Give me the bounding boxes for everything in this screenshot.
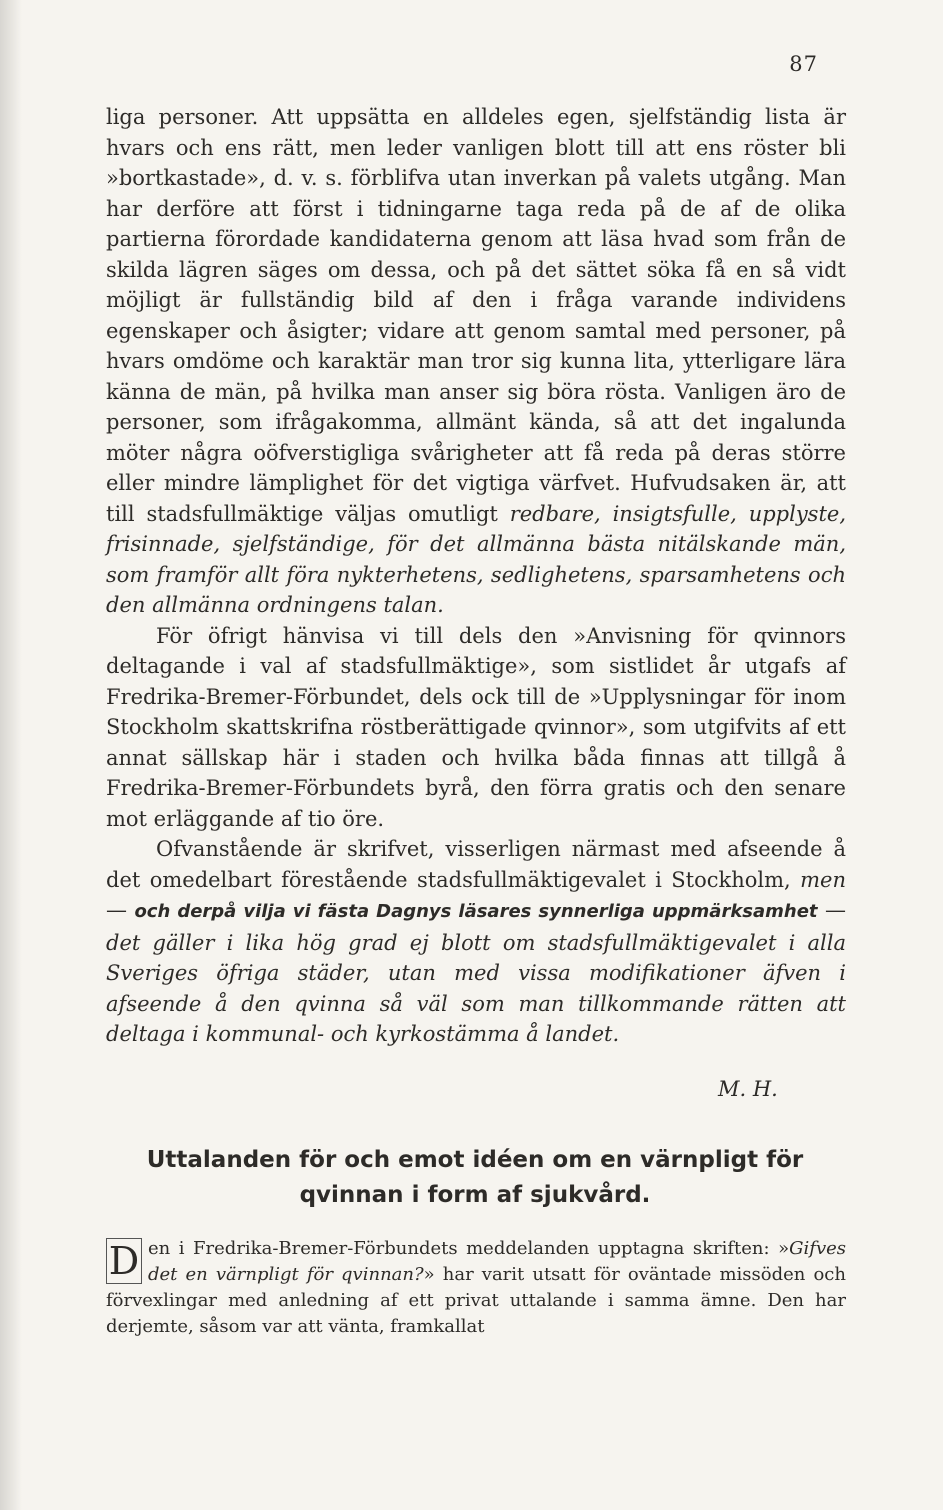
paragraph-3-text: Ofvanstående är skrifvet, visserligen närmast med afseende å det omedelbart förestående stadsfullmäktigevalet i Stockholm,	[106, 837, 846, 892]
dash-1: —	[106, 898, 135, 922]
section-heading	[100, 1143, 850, 1213]
section-paragraph	[106, 1236, 846, 1340]
heading-line-1: Uttalanden för och emot idéen om en värnpligt för	[146, 1147, 804, 1173]
dropcap: D	[106, 1238, 142, 1284]
paragraph-2: För öfrigt hänvisa vi till dels den »Anvisning för qvinnors deltagande i val af stadsfullmäktige», som sistlidet år utgafs af Fredrika-Bremer-Förbundet, dels ock till de »Upplysningar för inom Stockholm skattskrifna röstberättigade qvinnor», som utgifvits af ett annat sällskap här i staden och hvilka båda finnas att tillgå å Fredrika-Bremer-Förbundets byrå, den förra gratis och den senare mot erläggande af tio öre.	[106, 623, 846, 831]
heading-line-2: qvinnan i form af sjukvård.	[299, 1182, 651, 1208]
paragraph-1-text: liga personer. Att uppsätta en alldeles egen, sjelfständig lista är hvars och ens rätt, men leder vanligen blott till att ens röster bli »bortkastade», d. v. s. förblifva utan inverkan på valets utgång. Man har derföre att först i tidningarne taga reda på de af de olika partierna förordade kandidaterna genom att läsa hvad som från de skilda lägren säges om dessa, och på det sättet söka få en så vidt möjligt är fullständig bild af den i fråga varande individens egenskaper och åsigter; vidare att genom samtal med personer, på hvars omdöme och karaktär man tror sig kunna lita, ytterligare lära känna de män, på hvilka man anser sig böra rösta. Vanligen äro de personer, som ifrågakomma, allmänt kända, så att det ingalunda möter några oöfverstigliga svårigheter att få reda på deras större eller mindre lämplighet för det vigtiga värfvet. Hufvudsaken är, att till stadsfullmäktige väljas omutligt	[106, 105, 846, 526]
page-number: 87	[789, 52, 818, 76]
paragraph-1-italic: redbare, insigtsfulle, upplyste, frisinnade, sjelfständige, för det allmänna bästa nitälskande män, som framför allt föra nykterhetens, sedlighetens, sparsamhetens och den allmänna ordningens talan.	[106, 501, 846, 617]
paragraph-3-bold-italic: och derpå vilja vi fästa Dagnys läsares synnerliga uppmärksamhet	[134, 901, 818, 922]
paragraph-3	[106, 834, 846, 1050]
section-text-2: » har varit utsatt för oväntade missöden och förvexlingar med anledning af ett privat uttalande i samma ämne. Den har derjemte, såsom var att vänta, framkallat	[106, 1264, 846, 1337]
signature: M. H.	[718, 1077, 778, 1101]
pamphlet-title: Gifves det en värnpligt för qvinnan?	[148, 1238, 846, 1285]
page-spine-shadow	[0, 0, 22, 1510]
paragraph-1	[106, 102, 846, 621]
paragraph-3-italic-end: det gäller i lika hög grad ej blott om stadsfullmäktigevalet i alla Sveriges öfriga städer, utan med vissa modifikationer äfven i afseende å den qvinna så väl som man tillkommande rätten att deltaga i kommunal- och kyrkostämma å landet.	[106, 930, 846, 1046]
section-body	[106, 1236, 846, 1340]
dash-2: —	[817, 898, 846, 922]
article-body	[106, 102, 846, 1050]
section-text-1: en i Fredrika-Bremer-Förbundets meddelanden upptagna skriften: »	[148, 1238, 790, 1259]
paragraph-3-italic-men: men	[800, 867, 846, 892]
